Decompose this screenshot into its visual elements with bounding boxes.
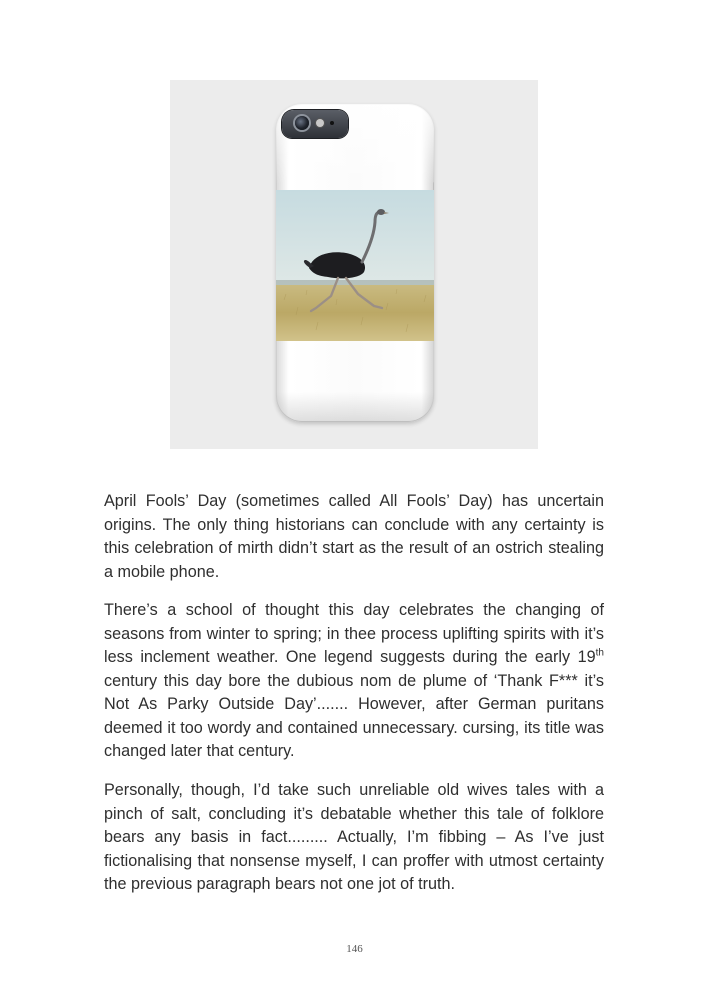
paragraph-2-text-start: There’s a school of thought this day celebrates the changing of seasons from winter to spring; in thee process uplifting spirits with it’s less inclement weather. One legend suggests during the early 19 xyxy=(104,601,604,666)
paragraph-2-text-end: century this day bore the dubious nom de plume of ‘Thank F*** it’s Not As Parky Outside Day’....... However, after German puritans deemed it too wordy and contained unnecessary. cursing, its title was changed later that century. xyxy=(104,671,604,760)
paragraph-1: April Fools’ Day (sometimes called All Fools’ Day) has uncertain origins. The only thing historians can conclude with any certainty is this celebration of mirth didn’t start as the result of an ostrich stealing a mobile phone. xyxy=(104,492,604,581)
case-bottom-edge xyxy=(276,392,434,422)
page-number: 146 xyxy=(346,943,363,955)
phone-case xyxy=(276,104,434,422)
ostrich-print xyxy=(276,190,434,341)
product-image xyxy=(170,80,538,449)
camera-lens-icon xyxy=(295,116,309,130)
camera-cutout xyxy=(282,110,348,138)
ostrich-photo xyxy=(276,190,434,341)
ordinal-superscript: th xyxy=(595,647,604,659)
microphone-hole-icon xyxy=(330,121,334,125)
paragraph-2 xyxy=(104,599,604,764)
paragraph-3: Personally, though, I’d take such unreliable old wives tales with a pinch of salt, concluding it’s debatable whether this tale of folklore bears any basis in fact......... Actually, I’m fibbing – As I’ve just fictionalising that nonsense myself, I can proffer with utmost certainty the previous paragraph bears not one jot of truth. xyxy=(104,781,604,893)
flash-icon xyxy=(316,119,324,127)
grassland xyxy=(276,285,434,341)
